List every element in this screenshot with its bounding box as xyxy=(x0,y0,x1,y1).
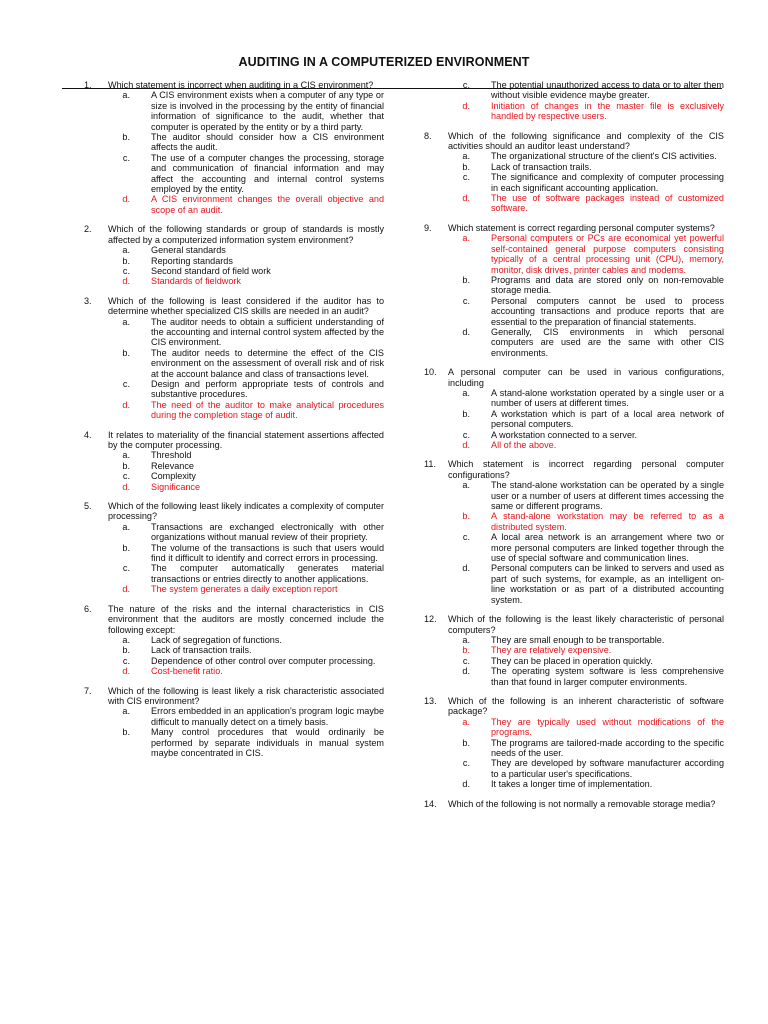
option-text: Programs and data are stored only on non-removable storage media. xyxy=(491,274,724,296)
answer-option xyxy=(108,522,384,543)
option-text: Personal computers cannot be used to process accounting transactions and produce reports that are essential to the preparation of financial statements. xyxy=(491,295,724,327)
option-text: Transactions are exchanged electronically with other organizations without manual review of their propriety. xyxy=(151,521,384,543)
option-text: Errors embedded in an application's program logic maybe difficult to manually detect on a timely basis. xyxy=(151,706,384,727)
question-text: Which of the following least likely indicates a complexity of computer processing? xyxy=(108,501,384,522)
answer-option xyxy=(108,132,384,153)
options-list xyxy=(448,635,724,687)
answer-option xyxy=(108,461,384,471)
answer-option xyxy=(108,276,384,286)
answer-option xyxy=(448,162,724,172)
option-letter: a. xyxy=(462,716,470,727)
options-list xyxy=(108,245,384,287)
option-text: Lack of segregation of functions. xyxy=(151,634,282,645)
answer-option xyxy=(108,563,384,584)
option-text: The system generates a daily exception report xyxy=(151,584,338,595)
question-item xyxy=(424,614,724,687)
option-letter: c. xyxy=(462,172,470,183)
option-letter: a. xyxy=(462,387,470,398)
question-number: 1. xyxy=(84,80,92,90)
question-number: 9. xyxy=(424,222,432,233)
question-item xyxy=(84,604,384,677)
answer-option xyxy=(448,327,724,358)
option-text: Lack of transaction trails. xyxy=(491,161,592,172)
question-text: It relates to materiality of the financial statement assertions affected by the computer processing. xyxy=(108,429,384,450)
option-letter: c. xyxy=(462,655,470,666)
document-title: AUDITING IN A COMPUTERIZED ENVIRONMENT xyxy=(238,55,530,69)
answer-option xyxy=(448,296,724,327)
option-letter: b. xyxy=(122,542,130,553)
option-text: The use of software packages instead of customized software. xyxy=(491,193,724,214)
option-letter: c. xyxy=(462,532,470,543)
question-number: 7. xyxy=(84,685,92,696)
option-letter: c. xyxy=(122,471,130,482)
answer-option xyxy=(448,480,724,511)
option-text: The auditor needs to obtain a sufficient understanding of the accounting and internal control system affected by the CIS environment. xyxy=(151,316,384,348)
answer-option xyxy=(108,348,384,379)
option-letter: a. xyxy=(122,245,130,256)
option-text: Design and perform appropriate tests of controls and substantive procedures. xyxy=(151,378,384,400)
options-list xyxy=(448,151,724,213)
options-list xyxy=(448,480,724,605)
question-number: 4. xyxy=(84,429,92,440)
option-letter: d. xyxy=(462,563,470,574)
option-letter: a. xyxy=(462,233,470,244)
answer-option xyxy=(108,317,384,348)
answer-option xyxy=(108,256,384,266)
option-letter: d. xyxy=(122,666,130,677)
answer-option xyxy=(448,233,724,275)
option-text: The computer automatically generates material transactions or entries directly to another applications. xyxy=(151,563,384,584)
question-number: 11. xyxy=(424,459,436,470)
option-letter: a. xyxy=(122,634,130,645)
options-list xyxy=(108,317,384,421)
option-text: Relevance xyxy=(151,460,194,471)
option-letter: a. xyxy=(122,316,130,327)
option-text: Cost-benefit ratio. xyxy=(151,666,223,677)
option-text: The significance and complexity of computer processing in each significant accounting application. xyxy=(491,172,724,193)
option-letter: a. xyxy=(122,521,130,532)
question-text: The nature of the risks and the internal characteristics in CIS environment that the auditors are mostly concerned include the following except: xyxy=(108,603,384,635)
answer-option xyxy=(448,758,724,779)
answer-option xyxy=(108,645,384,655)
option-text: Personal computers can be linked to servers and used as part of such systems, for example, as an intelligent on-line workstation or as part of a distributed accounting system. xyxy=(491,563,724,605)
option-letter: a. xyxy=(122,706,130,717)
option-text: Threshold xyxy=(151,450,192,461)
option-letter: b. xyxy=(122,460,130,471)
option-text: The organizational structure of the client's CIS activities. xyxy=(491,151,717,162)
question-item xyxy=(424,459,724,605)
option-letter: b. xyxy=(462,161,470,172)
options-list xyxy=(448,233,724,358)
option-text: Generally, CIS environments in which personal computers are used are the same with other CIS environments. xyxy=(491,326,724,358)
question-number: 3. xyxy=(84,295,92,306)
option-text: They are developed by software manufacturer according to a particular user's specifications. xyxy=(491,758,724,779)
question-number: 14. xyxy=(424,798,437,809)
option-letter: d. xyxy=(462,440,470,450)
option-letter: a. xyxy=(122,450,130,461)
option-text: A CIS environment changes the overall objective and scope of an audit. xyxy=(151,194,384,215)
continued-options xyxy=(424,80,724,122)
option-letter: c. xyxy=(462,758,470,769)
option-letter: b. xyxy=(122,347,130,358)
option-letter: c. xyxy=(462,295,470,306)
option-text: Complexity xyxy=(151,471,196,482)
question-item xyxy=(84,80,384,215)
question-item xyxy=(424,799,724,809)
answer-option xyxy=(448,717,724,738)
question-text: Which of the following is least likely a risk characteristic associated with CIS environment? xyxy=(108,685,384,706)
option-text: General standards xyxy=(151,245,226,256)
question-text: A personal computer can be used in various configurations, including xyxy=(448,367,724,388)
option-text: Reporting standards xyxy=(151,255,233,266)
option-text: Many control procedures that would ordinarily be performed by separate individuals in manual system maybe concentrated in CIS. xyxy=(151,727,384,758)
answer-option xyxy=(448,645,724,655)
question-text: Which statement is incorrect when auditing in a CIS environment? xyxy=(108,80,374,90)
question-text: Which statement is correct regarding personal computer systems? xyxy=(448,222,715,233)
options-list xyxy=(448,717,724,790)
answer-option xyxy=(448,172,724,193)
option-text: A workstation which is part of a local area network of personal computers. xyxy=(491,408,724,430)
answer-option xyxy=(448,635,724,645)
option-text: All of the above. xyxy=(491,440,557,450)
answer-option xyxy=(448,151,724,161)
question-item xyxy=(84,296,384,421)
option-text: Dependence of other control over computer processing. xyxy=(151,655,376,666)
option-text: They are relatively expensive. xyxy=(491,645,612,656)
answer-option xyxy=(448,563,724,605)
question-item xyxy=(84,501,384,595)
option-text: The volume of the transactions is such that users would find it difficult to identify and correct errors in processing. xyxy=(151,542,384,564)
answer-option xyxy=(448,738,724,759)
question-text: Which of the following is an inherent characteristic of software package? xyxy=(448,695,724,717)
answer-option xyxy=(108,90,384,132)
option-text: They are typically used without modifications of the programs. xyxy=(491,716,724,738)
options-list xyxy=(448,388,724,450)
option-text: The auditor needs to determine the effect of the CIS environment on the assessment of overall risk and of risk at the account balance and class of transactions level. xyxy=(151,347,384,379)
option-text: A CIS environment exists when a computer of any type or size is involved in the processing by the entity of financial information of significance to the audit, whether that computer is operated by the entity or by a third party. xyxy=(151,90,384,132)
option-letter: d. xyxy=(462,100,470,111)
option-letter: d. xyxy=(462,193,470,204)
answer-option xyxy=(108,482,384,492)
question-text: Which statement is incorrect regarding personal computer configurations? xyxy=(448,459,724,480)
option-letter: d. xyxy=(462,326,470,337)
option-letter: b. xyxy=(462,511,470,522)
option-text: Standards of fieldwork xyxy=(151,276,241,287)
answer-option xyxy=(448,388,724,409)
option-letter: d. xyxy=(122,584,130,595)
answer-option xyxy=(448,409,724,430)
options-list xyxy=(108,706,384,758)
option-letter: c. xyxy=(122,378,130,389)
question-number: 8. xyxy=(424,130,432,141)
question-item xyxy=(84,430,384,492)
answer-option xyxy=(448,430,724,440)
option-text: A workstation connected to a server. xyxy=(491,429,638,440)
option-letter: d. xyxy=(122,194,130,205)
question-item xyxy=(84,224,384,286)
options-list xyxy=(108,90,384,215)
question-item xyxy=(424,223,724,358)
answer-option xyxy=(108,471,384,481)
answer-option xyxy=(448,275,724,296)
option-letter: a. xyxy=(122,90,130,101)
option-text: A stand-alone workstation may be referred to as a distributed system. xyxy=(491,511,724,532)
answer-option xyxy=(108,450,384,460)
options-list xyxy=(108,635,384,677)
answer-option xyxy=(448,779,724,789)
answer-option xyxy=(448,193,724,214)
answer-option xyxy=(448,80,724,101)
option-letter: c. xyxy=(122,563,130,574)
option-text: They can be placed in operation quickly. xyxy=(491,655,653,666)
option-text: A stand-alone workstation operated by a single user or a number of users at different times. xyxy=(491,387,724,409)
option-letter: a. xyxy=(462,151,470,162)
options-list xyxy=(108,522,384,595)
right-column xyxy=(424,80,724,818)
question-item xyxy=(424,367,724,450)
answer-option xyxy=(108,400,384,421)
answer-option xyxy=(108,666,384,676)
option-text: Personal computers or PCs are economical yet powerful self-contained general purpose computers consisting typically of a central processing unit (CPU), memory, monitor, disk drives, printer cables and modems. xyxy=(491,233,724,275)
answer-option xyxy=(108,727,384,758)
question-text: Which of the following is not normally a removable storage media? xyxy=(448,798,716,809)
option-letter: b. xyxy=(462,408,470,419)
answer-option xyxy=(108,656,384,666)
answer-option xyxy=(108,266,384,276)
option-text: A local area network is an arrangement where two or more personal computers are linked together through the use of special software and communication lines. xyxy=(491,532,724,564)
option-letter: d. xyxy=(462,666,470,677)
answer-option xyxy=(108,245,384,255)
left-column xyxy=(84,80,384,767)
option-text: The auditor should consider how a CIS environment affects the audit. xyxy=(151,132,384,153)
answer-option xyxy=(448,656,724,666)
answer-option xyxy=(108,194,384,215)
question-text: Which of the following is the least likely characteristic of personal computers? xyxy=(448,614,724,635)
answer-option xyxy=(108,584,384,594)
option-letter: c. xyxy=(122,655,130,666)
option-letter: a. xyxy=(462,480,470,491)
option-letter: b. xyxy=(122,132,130,143)
option-letter: c. xyxy=(462,80,470,90)
question-number: 5. xyxy=(84,501,92,512)
question-item xyxy=(84,686,384,759)
option-letter: c. xyxy=(122,152,130,163)
answer-option xyxy=(108,706,384,727)
question-number: 13. xyxy=(424,695,437,706)
option-text: The stand-alone workstation can be operated by a single user or a number of users at different times accessing the same or different programs. xyxy=(491,480,724,512)
answer-option xyxy=(448,101,724,122)
option-text: Significance xyxy=(151,481,201,492)
option-letter: b. xyxy=(122,645,130,656)
option-letter: b. xyxy=(122,727,130,738)
option-letter: b. xyxy=(462,274,470,285)
option-text: The need of the auditor to make analytical procedures during the completion stage of audit. xyxy=(151,399,384,421)
option-letter: b. xyxy=(462,645,470,656)
option-letter: c. xyxy=(462,429,470,440)
option-letter: d. xyxy=(122,399,130,410)
question-item xyxy=(424,131,724,214)
option-letter: b. xyxy=(462,737,470,748)
option-letter: c. xyxy=(122,265,130,276)
option-text: The use of a computer changes the processing, storage and communication of financial information and may affect the accounting and internal control systems employed by the entity. xyxy=(151,152,384,195)
answer-option xyxy=(108,543,384,564)
option-letter: d. xyxy=(122,276,130,287)
option-letter: d. xyxy=(462,779,470,790)
option-letter: a. xyxy=(462,634,470,645)
question-number: 6. xyxy=(84,603,92,614)
option-text: Lack of transaction trails. xyxy=(151,645,252,656)
question-text: Which of the following standards or group of standards is mostly affected by a computerized information system environment? xyxy=(108,224,384,245)
answer-option xyxy=(108,379,384,400)
option-text: They are small enough to be transportable. xyxy=(491,634,665,645)
option-letter: b. xyxy=(122,255,130,266)
answer-option xyxy=(448,532,724,563)
question-number: 10. xyxy=(424,367,437,378)
question-number: 12. xyxy=(424,614,437,625)
answer-option xyxy=(448,666,724,687)
answer-option xyxy=(108,153,384,195)
option-text: The operating system software is less comprehensive than that found in larger computer environments. xyxy=(491,666,724,687)
options-list xyxy=(108,450,384,492)
question-number: 2. xyxy=(84,224,92,235)
answer-option xyxy=(108,635,384,645)
question-text: Which of the following is least considered if the auditor has to determine whether specialized CIS skills are needed in an audit? xyxy=(108,295,384,317)
option-text: The programs are tailored-made according to the specific needs of the user. xyxy=(491,737,724,758)
answer-option xyxy=(448,511,724,532)
option-letter: d. xyxy=(122,481,130,492)
question-item xyxy=(424,696,724,790)
option-text: Second standard of field work xyxy=(151,265,271,276)
option-text: It takes a longer time of implementation. xyxy=(491,779,653,790)
option-text: Initiation of changes in the master file is exclusively handled by respective users. xyxy=(491,100,724,122)
answer-option xyxy=(448,440,724,450)
question-text: Which of the following significance and complexity of the CIS activities should an auditor least understand? xyxy=(448,130,724,152)
option-text: The potential unauthorized access to data or to alter them without visible evidence maybe greater. xyxy=(491,80,724,101)
